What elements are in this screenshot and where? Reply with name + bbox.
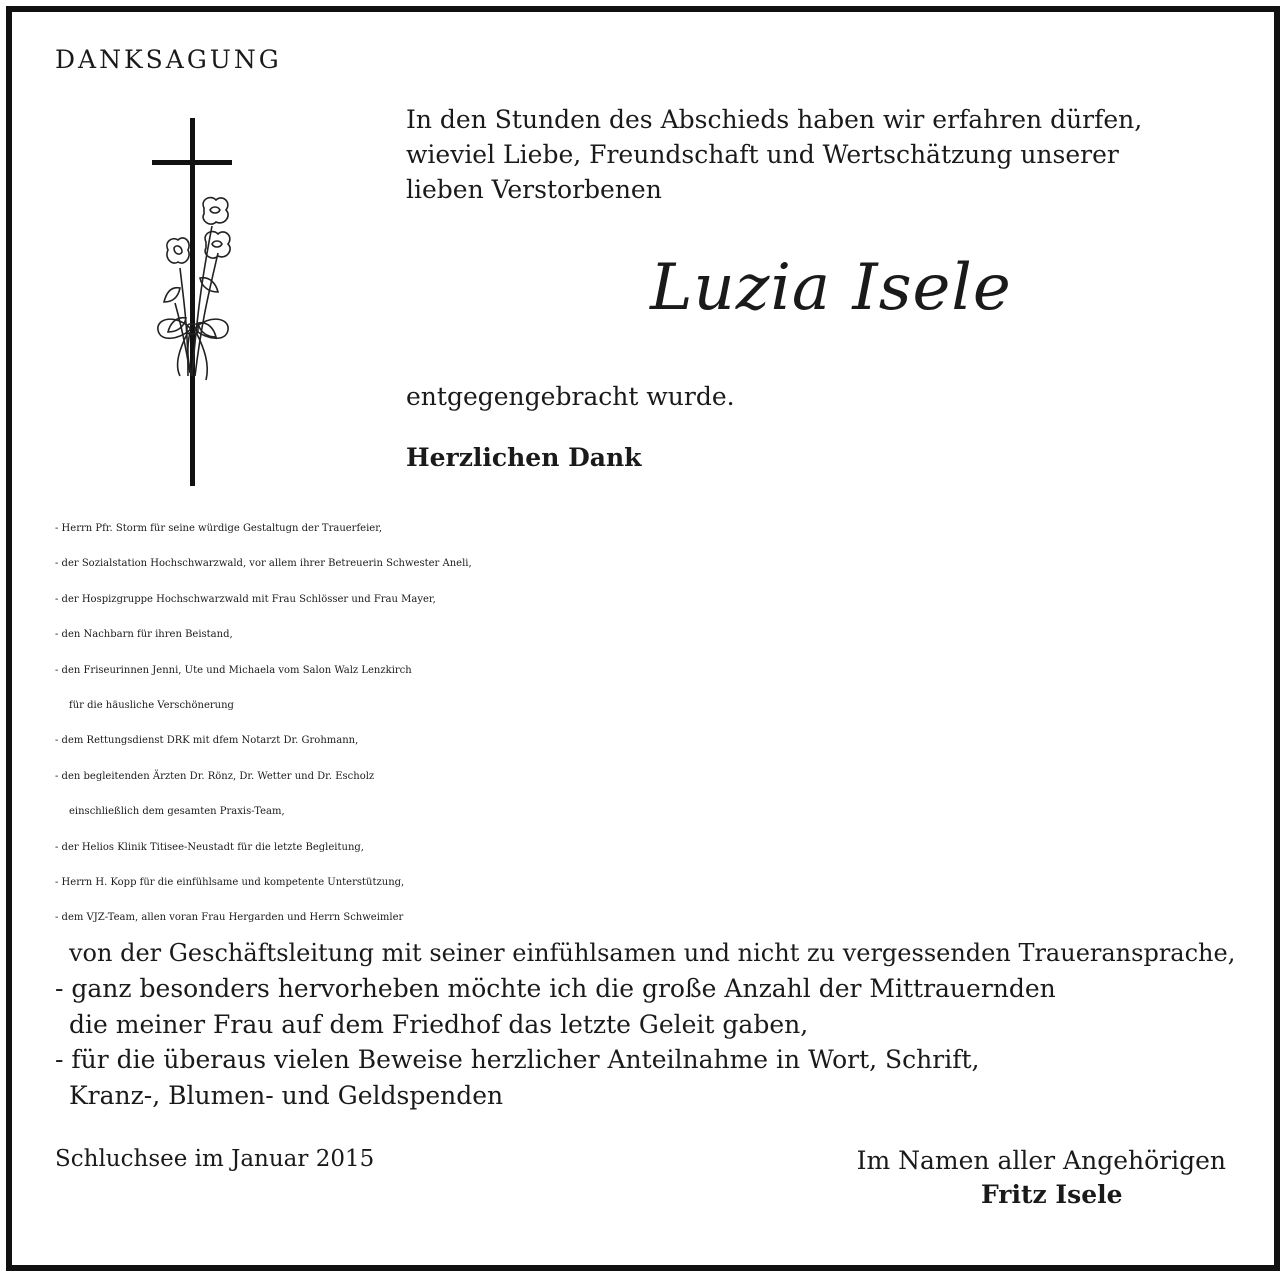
- thanks-list-item: - dem Rettungsdienst DRK mit dfem Notarzt Dr. Grohmann,: [55, 735, 359, 747]
- signature-line: Im Namen aller Angehörigen: [856, 1146, 1226, 1175]
- received-line: entgegengebracht wurde.: [406, 382, 735, 411]
- thanks-list-item: die meiner Frau auf dem Friedhof das letzte Geleit gaben,: [69, 1009, 809, 1039]
- signer-name: Fritz Isele: [981, 1180, 1123, 1209]
- thanks-list-item: für die häusliche Verschönerung: [69, 700, 234, 712]
- thanks-list-item: - der Sozialstation Hochschwarzwald, vor allem ihrer Betreuerin Schwester Aneli,: [55, 558, 472, 570]
- cross-with-flowers-icon: [140, 118, 250, 490]
- thanks-list-item: - der Hospizgruppe Hochschwarzwald mit Frau Schlösser und Frau Mayer,: [55, 593, 436, 605]
- thanks-list: [55, 511, 1235, 1113]
- thanks-list-item: einschließlich dem gesamten Praxis-Team,: [69, 806, 285, 818]
- thanks-list-item: - ganz besonders hervorheben möchte ich die große Anzahl der Mittrauernden: [55, 974, 1056, 1004]
- thanks-list-item: - den begleitenden Ärzten Dr. Rönz, Dr. Wetter und Dr. Escholz: [55, 770, 375, 782]
- thanks-list-item: - für die überaus vielen Beweise herzlicher Anteilnahme in Wort, Schrift,: [55, 1045, 980, 1075]
- thanks-heading: Herzlichen Dank: [406, 443, 642, 472]
- intro-line: In den Stunden des Abschieds haben wir erfahren dürfen,: [406, 105, 1143, 134]
- thanks-list-item: - den Nachbarn für ihren Beistand,: [55, 629, 233, 641]
- thanks-list-item: Kranz-, Blumen- und Geldspenden: [69, 1080, 504, 1110]
- page-heading: DANKSAGUNG: [55, 45, 282, 74]
- thanks-list-item: - der Helios Klinik Titisee-Neustadt für die letzte Begleitung,: [55, 841, 364, 853]
- deceased-name: Luzia Isele: [650, 251, 1012, 325]
- intro-line: lieben Verstorbenen: [406, 175, 662, 204]
- intro-line: wieviel Liebe, Freundschaft und Wertschätzung unserer: [406, 140, 1119, 169]
- thanks-list-item: - Herrn H. Kopp für die einfühlsame und kompetente Unterstützung,: [55, 877, 405, 889]
- thanks-list-item: - dem VJZ-Team, allen voran Frau Hergarden und Herrn Schweimler: [55, 912, 404, 924]
- thanks-list-item: - den Friseurinnen Jenni, Ute und Michaela vom Salon Walz Lenzkirch: [55, 664, 412, 676]
- intro-paragraph: [406, 102, 1142, 207]
- thanks-list-item: - Herrn Pfr. Storm für seine würdige Gestaltugn der Trauerfeier,: [55, 523, 383, 534]
- thanks-list-item: von der Geschäftsleitung mit seiner einfühlsamen und nicht zu vergessenden Traueransprache,: [69, 938, 1236, 967]
- place-date: Schluchsee im Januar 2015: [55, 1146, 375, 1172]
